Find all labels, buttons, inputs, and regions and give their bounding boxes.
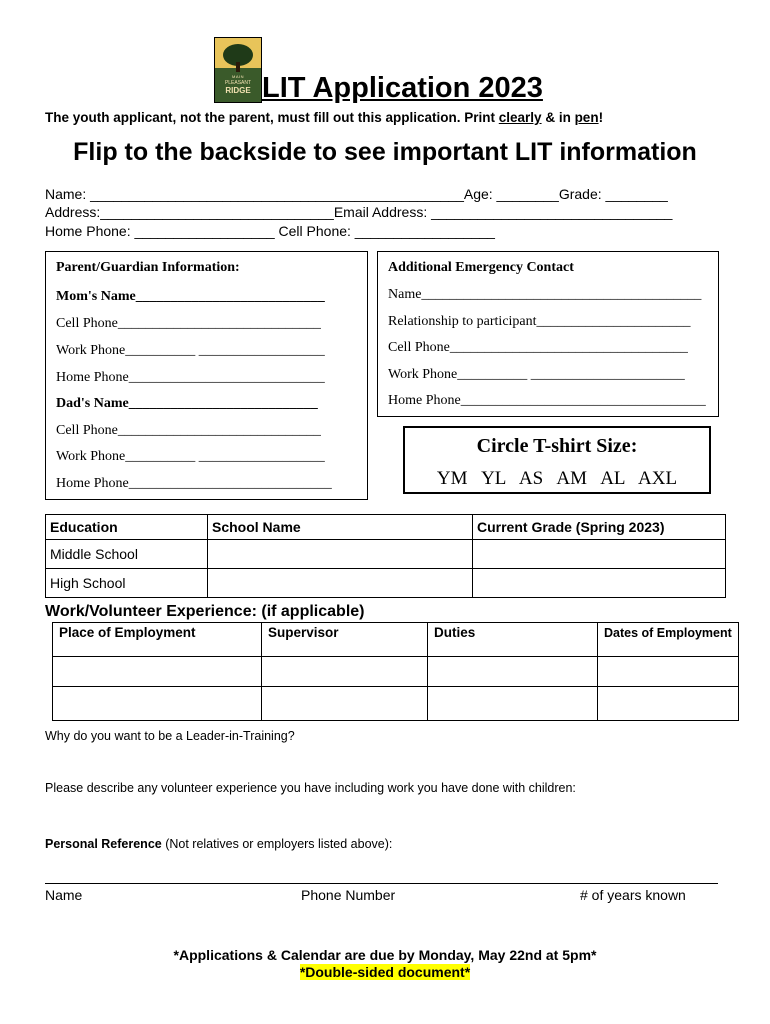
personal-reference-label: Personal Reference	[45, 837, 162, 851]
subtitle-clearly: clearly	[498, 110, 542, 125]
work-cell[interactable]	[262, 657, 428, 687]
work-cell[interactable]	[262, 687, 428, 721]
education-header: Education	[46, 515, 208, 540]
middle-school-grade-cell[interactable]	[473, 540, 726, 569]
subtitle-mid: & in	[541, 110, 575, 125]
guardian-box	[45, 251, 368, 500]
personal-reference-note: (Not relatives or employers listed above):	[161, 837, 393, 851]
address-email-field[interactable]: Address:______________________________Email Address: _______________________________	[45, 204, 673, 220]
reference-phone-label: Phone Number	[301, 887, 396, 903]
work-cell[interactable]	[428, 657, 598, 687]
table-row	[53, 687, 739, 721]
mom-home-field[interactable]: Home Phone____________________________	[56, 370, 325, 385]
tree-trunk	[236, 62, 240, 72]
question-volunteer-experience: Please describe any volunteer experience you have including work you have done with children:	[45, 781, 576, 795]
logo-text-2: PLEASANT	[224, 80, 252, 86]
dad-home-field[interactable]: Home Phone_____________________________	[56, 476, 332, 491]
work-cell[interactable]	[428, 687, 598, 721]
emergency-name-field[interactable]: Name________________________________________	[388, 287, 702, 302]
table-row	[53, 657, 739, 687]
emergency-work-field[interactable]: Work Phone__________ ______________________	[388, 367, 685, 382]
middle-school-label: Middle School	[46, 540, 208, 569]
dads-name-field[interactable]: Dad's Name___________________________	[56, 396, 318, 411]
work-cell[interactable]	[598, 687, 739, 721]
high-school-name-cell[interactable]	[208, 569, 473, 598]
dates-of-employment-header: Dates of Employment	[598, 623, 739, 657]
emergency-cell-field[interactable]: Cell Phone__________________________________	[388, 340, 688, 355]
place-of-employment-header: Place of Employment	[53, 623, 262, 657]
table-row	[53, 623, 739, 657]
question-why-lit: Why do you want to be a Leader-in-Training?	[45, 729, 295, 743]
education-table	[45, 514, 726, 598]
subtitle-end: !	[598, 110, 604, 125]
phone-field[interactable]: Home Phone: __________________ Cell Phone: __________________	[45, 223, 495, 239]
logo-text-3: RIDGE	[225, 86, 251, 95]
emergency-heading: Additional Emergency Contact	[388, 260, 574, 275]
flip-notice: Flip to the backside to see important LIT information	[73, 138, 697, 166]
page-title: LIT Application 2023	[262, 72, 543, 104]
high-school-label: High School	[46, 569, 208, 598]
logo-text-1: MAIN	[232, 74, 244, 79]
dad-cell-field[interactable]: Cell Phone_____________________________	[56, 423, 321, 438]
table-row	[46, 540, 726, 569]
moms-name-field[interactable]: Mom's Name___________________________	[56, 289, 325, 304]
double-sided-notice-wrap	[0, 964, 770, 980]
current-grade-header: Current Grade (Spring 2023)	[473, 515, 726, 540]
emergency-box	[377, 251, 719, 417]
camp-logo	[214, 37, 262, 103]
tshirt-sizes[interactable]: YM YL AS AM AL AXL	[436, 468, 678, 489]
guardian-heading: Parent/Guardian Information:	[56, 260, 240, 275]
due-date-notice: *Applications & Calendar are due by Monday, May 22nd at 5pm*	[173, 947, 597, 963]
table-row	[46, 569, 726, 598]
double-sided-notice: *Double-sided document*	[299, 964, 471, 980]
high-school-grade-cell[interactable]	[473, 569, 726, 598]
subtitle	[45, 110, 603, 125]
reference-line[interactable]	[45, 883, 718, 884]
reference-years-label: # of years known	[580, 887, 686, 903]
reference-name-label: Name	[45, 887, 83, 903]
work-cell[interactable]	[598, 657, 739, 687]
subtitle-text: The youth applicant, not the parent, must fill out this application. Print	[45, 110, 499, 125]
name-age-grade-field[interactable]: Name: ________________________________________________Age: ________Grade: ________	[45, 186, 668, 202]
table-row	[46, 515, 726, 540]
school-name-header: School Name	[208, 515, 473, 540]
work-cell[interactable]	[53, 687, 262, 721]
work-cell[interactable]	[53, 657, 262, 687]
subtitle-pen: pen	[574, 110, 599, 125]
emergency-home-field[interactable]: Home Phone___________________________________	[388, 393, 706, 408]
work-heading: Work/Volunteer Experience: (if applicable)	[45, 603, 365, 620]
mom-cell-field[interactable]: Cell Phone_____________________________	[56, 316, 321, 331]
duties-header: Duties	[428, 623, 598, 657]
work-table	[52, 622, 739, 721]
supervisor-header: Supervisor	[262, 623, 428, 657]
tshirt-box	[403, 426, 711, 494]
mom-work-field[interactable]: Work Phone__________ __________________	[56, 343, 325, 358]
tshirt-heading: Circle T-shirt Size:	[476, 435, 638, 457]
middle-school-name-cell[interactable]	[208, 540, 473, 569]
dad-work-field[interactable]: Work Phone__________ __________________	[56, 449, 325, 464]
personal-reference-prompt	[45, 837, 392, 851]
emergency-relationship-field[interactable]: Relationship to participant______________________	[388, 314, 691, 329]
